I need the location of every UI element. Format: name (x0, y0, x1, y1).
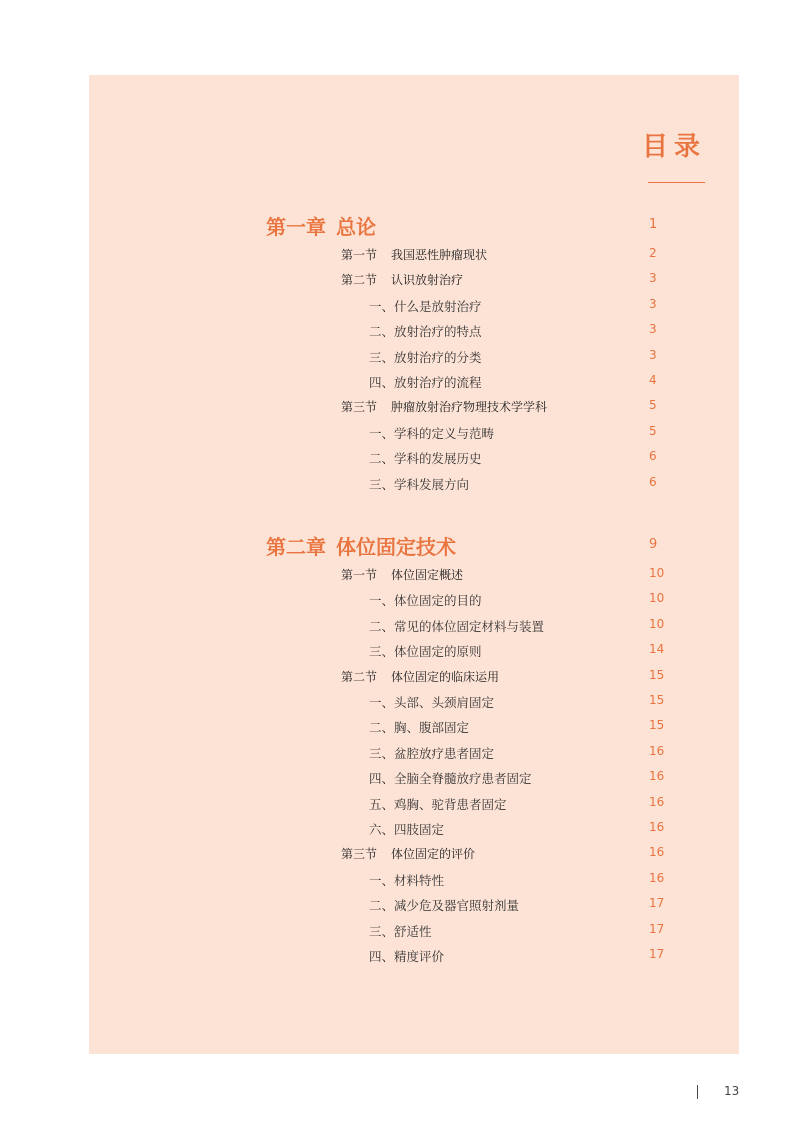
toc-item-row[interactable] (0, 297, 800, 317)
item-title: 三、体位固定的原则 (369, 644, 482, 660)
toc-item-row[interactable] (0, 617, 800, 637)
item-title: 二、学科的发展历史 (369, 451, 482, 467)
toc-item-row[interactable] (0, 322, 800, 342)
toc-title: 目录 (641, 132, 706, 162)
section-title (341, 246, 487, 263)
item-title: 二、减少危及器官照射剂量 (369, 898, 520, 914)
section-page-number: 16 (649, 845, 665, 860)
section-title (341, 566, 463, 583)
item-title: 四、精度评价 (369, 949, 445, 964)
item-title: 一、头部、头颈肩固定 (369, 695, 495, 710)
item-page-number: 16 (649, 794, 665, 809)
section-page-number: 10 (649, 566, 665, 580)
toc-section-row[interactable] (0, 398, 800, 418)
chapter-label: 第二章 (266, 535, 326, 559)
section-page-number: 3 (649, 271, 657, 286)
chapter-title (266, 531, 456, 560)
item-title: 二、胸、腹部固定 (369, 720, 470, 736)
item-page-number: 3 (649, 296, 657, 311)
item-title: 四、全脑全脊髓放疗患者固定 (369, 771, 532, 787)
title-divider (648, 182, 705, 183)
item-page-number: 17 (649, 921, 665, 936)
item-title: 二、常见的体位固定材料与装置 (369, 618, 545, 634)
toc-section-row[interactable] (0, 246, 800, 266)
toc-section-row[interactable] (0, 668, 800, 688)
footer-divider (697, 1085, 698, 1099)
toc-item-row[interactable] (0, 693, 800, 713)
section-label: 第三节 (341, 847, 378, 862)
toc-item-row[interactable] (0, 769, 800, 789)
item-page-number: 17 (649, 896, 665, 911)
item-page-number: 16 (649, 743, 665, 758)
toc-item-row[interactable] (0, 744, 800, 764)
section-label: 第二节 (341, 273, 378, 288)
toc-item-row[interactable] (0, 922, 800, 942)
toc-item-row[interactable] (0, 896, 800, 916)
toc-item-row[interactable] (0, 947, 800, 967)
item-page-number: 15 (649, 693, 665, 707)
section-name: 体位固定的评价 (391, 847, 476, 862)
section-page-number: 2 (649, 246, 657, 260)
item-title: 一、材料特性 (369, 872, 445, 888)
section-title (341, 845, 475, 862)
item-title: 六、四肢固定 (369, 822, 445, 837)
chapter-page-number: 9 (649, 537, 658, 552)
toc-item-row[interactable] (0, 449, 800, 469)
toc-item-row[interactable] (0, 871, 800, 891)
item-title: 五、鸡胸、驼背患者固定 (369, 796, 507, 812)
chapter-page-number: 1 (649, 217, 658, 232)
section-label: 第三节 (341, 400, 378, 415)
section-title (341, 271, 463, 288)
toc-chapter-row[interactable] (0, 535, 800, 559)
section-page-number: 15 (649, 667, 665, 682)
toc-item-row[interactable] (0, 820, 800, 840)
item-page-number: 16 (649, 769, 665, 784)
item-page-number: 17 (649, 947, 665, 961)
toc-chapter-row[interactable] (0, 215, 800, 239)
toc-item-row[interactable] (0, 373, 800, 393)
toc-section-row[interactable] (0, 566, 800, 586)
item-title: 二、放射治疗的特点 (369, 324, 482, 340)
item-title: 三、学科发展方向 (369, 476, 470, 492)
item-title: 一、什么是放射治疗 (369, 298, 482, 314)
item-title: 三、放射治疗的分类 (369, 349, 482, 365)
toc-item-row[interactable] (0, 591, 800, 611)
chapter-label: 第一章 (266, 215, 326, 239)
chapter-title (266, 211, 376, 240)
toc-item-row[interactable] (0, 795, 800, 815)
item-page-number: 6 (649, 449, 657, 464)
chapter-name: 总论 (336, 215, 376, 239)
item-page-number: 16 (649, 870, 665, 885)
item-page-number: 10 (649, 616, 665, 631)
toc-item-row[interactable] (0, 718, 800, 738)
section-name: 我国恶性肿瘤现状 (391, 248, 488, 262)
item-page-number: 3 (649, 347, 657, 362)
item-page-number: 3 (649, 322, 657, 337)
item-page-number: 6 (649, 474, 657, 489)
chapter-name: 体位固定技术 (336, 535, 456, 559)
toc-item-row[interactable] (0, 475, 800, 495)
section-name: 体位固定概述 (391, 568, 464, 582)
item-page-number: 5 (649, 423, 657, 438)
item-page-number: 16 (649, 820, 665, 834)
section-name: 肿瘤放射治疗物理技术学学科 (391, 400, 548, 415)
toc-item-row[interactable] (0, 348, 800, 368)
item-title: 三、盆腔放疗患者固定 (369, 745, 495, 761)
section-title (341, 668, 499, 685)
section-title (341, 398, 547, 415)
item-title: 四、放射治疗的流程 (369, 375, 482, 390)
item-page-number: 4 (649, 373, 657, 387)
section-label: 第一节 (341, 248, 378, 262)
item-page-number: 10 (649, 591, 665, 606)
item-page-number: 14 (649, 642, 665, 657)
item-title: 一、学科的定义与范畴 (369, 425, 495, 441)
section-name: 认识放射治疗 (391, 273, 464, 288)
item-title: 一、体位固定的目的 (369, 593, 482, 609)
item-page-number: 15 (649, 718, 665, 733)
item-title: 三、舒适性 (369, 923, 432, 939)
page-number: 13 (724, 1084, 740, 1098)
section-name: 体位固定的临床运用 (391, 669, 500, 684)
toc-item-row[interactable] (0, 642, 800, 662)
toc-section-row[interactable] (0, 845, 800, 865)
toc-section-row[interactable] (0, 271, 800, 291)
toc-item-row[interactable] (0, 424, 800, 444)
section-page-number: 5 (649, 398, 657, 413)
section-label: 第二节 (341, 669, 378, 684)
section-label: 第一节 (341, 568, 378, 582)
